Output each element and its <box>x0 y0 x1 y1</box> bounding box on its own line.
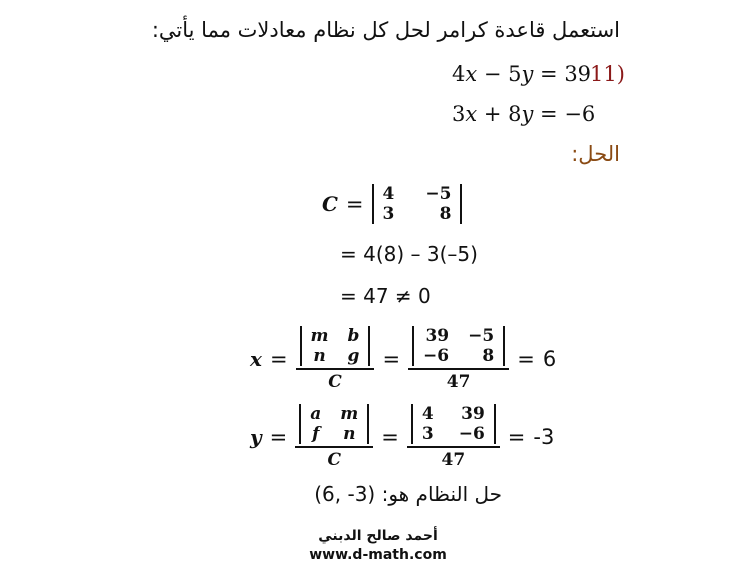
x-symbolic-fraction <box>296 326 375 392</box>
y-numeric-determinant <box>411 404 496 444</box>
solution-label: الحل: <box>571 142 620 166</box>
y-solution-row <box>250 404 554 470</box>
y-symbolic-denominator: C <box>327 450 341 470</box>
det-c-a11: 4 <box>382 184 395 204</box>
x-numeric-determinant <box>412 326 505 366</box>
equation-1: 4𝑥 − 5𝑦 = 39 <box>452 62 592 86</box>
y-num-a22: −6 <box>458 424 485 444</box>
calc-step-2: = 47 ≠ 0 <box>340 284 431 308</box>
y-sym-a12: m <box>340 404 359 424</box>
author-name: أحمد صالح الدبني <box>318 528 438 544</box>
system-solution: حل النظام هو: (3- ,6) <box>314 482 502 506</box>
website-link[interactable]: www.d-math.com <box>309 547 447 563</box>
x-symbolic-determinant <box>300 326 371 366</box>
det-c-a22: 8 <box>439 204 452 224</box>
x-sym-a22: g <box>347 346 360 366</box>
equals-sign: = <box>269 425 288 449</box>
equals-sign: = <box>345 192 364 216</box>
c-symbol: C <box>322 192 338 216</box>
x-solution-row <box>250 326 556 392</box>
y-sym-a22: n <box>343 424 356 444</box>
y-numeric-fraction <box>407 404 500 470</box>
problem-number: 11) <box>590 62 625 86</box>
equals-sign: = <box>381 425 399 449</box>
x-sym-a12: b <box>347 326 360 346</box>
det-c-a12: −5 <box>425 184 452 204</box>
x-symbolic-denominator: C <box>328 372 342 392</box>
y-sym-a11: a <box>310 404 322 424</box>
exercise-instruction: استعمل قاعدة كرامر لحل كل نظام معادلات مما يأتي: <box>151 18 620 42</box>
y-num-a12: 39 <box>461 404 485 424</box>
x-num-a21: −6 <box>423 346 450 366</box>
equals-sign: = <box>269 347 288 371</box>
determinant-c-row <box>322 184 462 224</box>
y-symbolic-determinant <box>299 404 369 444</box>
calc-step-1: = 4(8) – 3(–5) <box>340 242 478 266</box>
y-symbol: 𝒚 <box>250 425 262 449</box>
x-num-a12: −5 <box>468 326 495 346</box>
y-numeric-denominator: 47 <box>441 450 466 470</box>
x-num-a22: 8 <box>482 346 495 366</box>
equation-2: 3𝑥 + 8𝑦 = −6 <box>452 102 596 126</box>
y-value: -3 <box>533 425 555 449</box>
equals-sign: = <box>507 425 526 449</box>
x-value: 6 <box>542 347 557 371</box>
equals-sign: = <box>517 347 535 371</box>
equals-sign: = <box>382 347 401 371</box>
x-symbol: 𝒙 <box>250 347 262 371</box>
determinant-c <box>372 184 463 224</box>
det-c-a21: 3 <box>382 204 395 224</box>
x-sym-a11: m <box>310 326 329 346</box>
y-num-a11: 4 <box>421 404 434 424</box>
x-numeric-denominator: 47 <box>446 372 471 392</box>
x-num-a11: 39 <box>425 326 450 346</box>
y-symbolic-fraction <box>295 404 373 470</box>
y-sym-a21: f <box>312 424 320 444</box>
y-num-a21: 3 <box>421 424 434 444</box>
x-sym-a21: n <box>313 346 326 366</box>
x-numeric-fraction <box>408 326 509 392</box>
